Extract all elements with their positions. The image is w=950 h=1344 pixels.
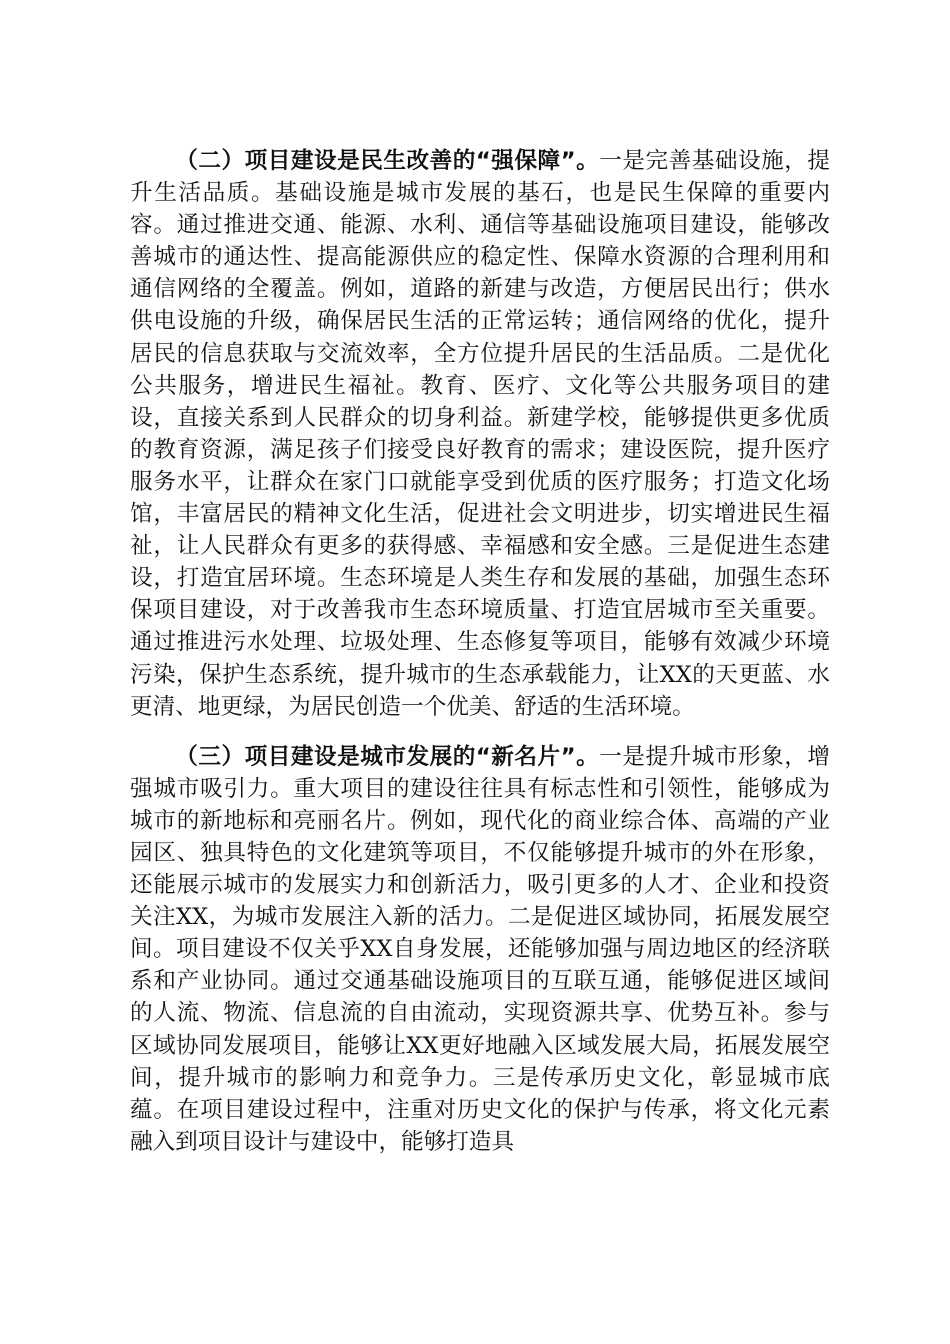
paragraph-livelihood [130,145,830,723]
paragraph-text-livelihood: 一是完善基础设施，提升生活品质。基础设施是城市发展的基石，也是民生保障的重要内容。通过推进交通、能源、水利、通信等基础设施项目建设，能够改善城市的通达性、提高能源供应的稳定性、保障水资源的合理利用和通信网络的全覆盖。例如，道路的新建与改造，方便居民出行；供水供电设施的升级，确保居民生活的正常运转；通信网络的优化，提升居民的信息获取与交流效率，全方位提升居民的生活品质。二是优化公共服务，增进民生福祉。教育、医疗、文化等公共服务项目的建设，直接关系到人民群众的切身利益。新建学校，能够提供更多优质的教育资源，满足孩子们接受良好教育的需求；建设医院，提升医疗服务水平，让群众在家门口就能享受到优质的医疗服务；打造文化场馆，丰富居民的精神文化生活，促进社会文明进步，切实增进民生福祉，让人民群众有更多的获得感、幸福感和安全感。三是促进生态建设，打造宜居环境。生态环境是人类生存和发展的基础，加强生态环保项目建设，对于改善我市生态环境质量、打造宜居城市至关重要。通过推进污水处理、垃圾处理、生态修复等项目，能够有效减少环境污染，保护生态系统，提升城市的生态承载能力，让XX的天更蓝、水更清、地更绿，为居民创造一个优美、舒适的生活环境。 [130,148,831,720]
paragraph-heading-livelihood: （二）项目建设是民生改善的“强保障”。 [175,148,600,174]
paragraph-heading-city-card: （三）项目建设是城市发展的“新名片”。 [175,743,600,770]
paragraph-city-card [130,741,830,1158]
paragraph-text-city-card: 一是提升城市形象，增强城市吸引力。重大项目的建设往往具有标志性和引领性，能够成为城市的新地标和亮丽名片。例如，现代化的商业综合体、高端的产业园区、独具特色的文化建筑等项目，不仅能够提升城市的外在形象，还能展示城市的发展实力和创新活力，吸引更多的人才、企业和投资关注XX，为城市发展注入新的活力。二是促进区域协同，拓展发展空间。项目建设不仅关乎XX自身发展，还能够加强与周边地区的经济联系和产业协同。通过交通基础设施项目的互联互通，能够促进区域间的人流、物流、信息流的自由流动，实现资源共享、优势互补。参与区域协同发展项目，能够让XX更好地融入区域发展大局，拓展发展空间，提升城市的影响力和竞争力。三是传承历史文化，彰显城市底蕴。在项目建设过程中，注重对历史文化的保护与传承，将文化元素融入到项目设计与建设中，能够打造具 [130,743,831,1155]
document-body [130,145,830,1158]
